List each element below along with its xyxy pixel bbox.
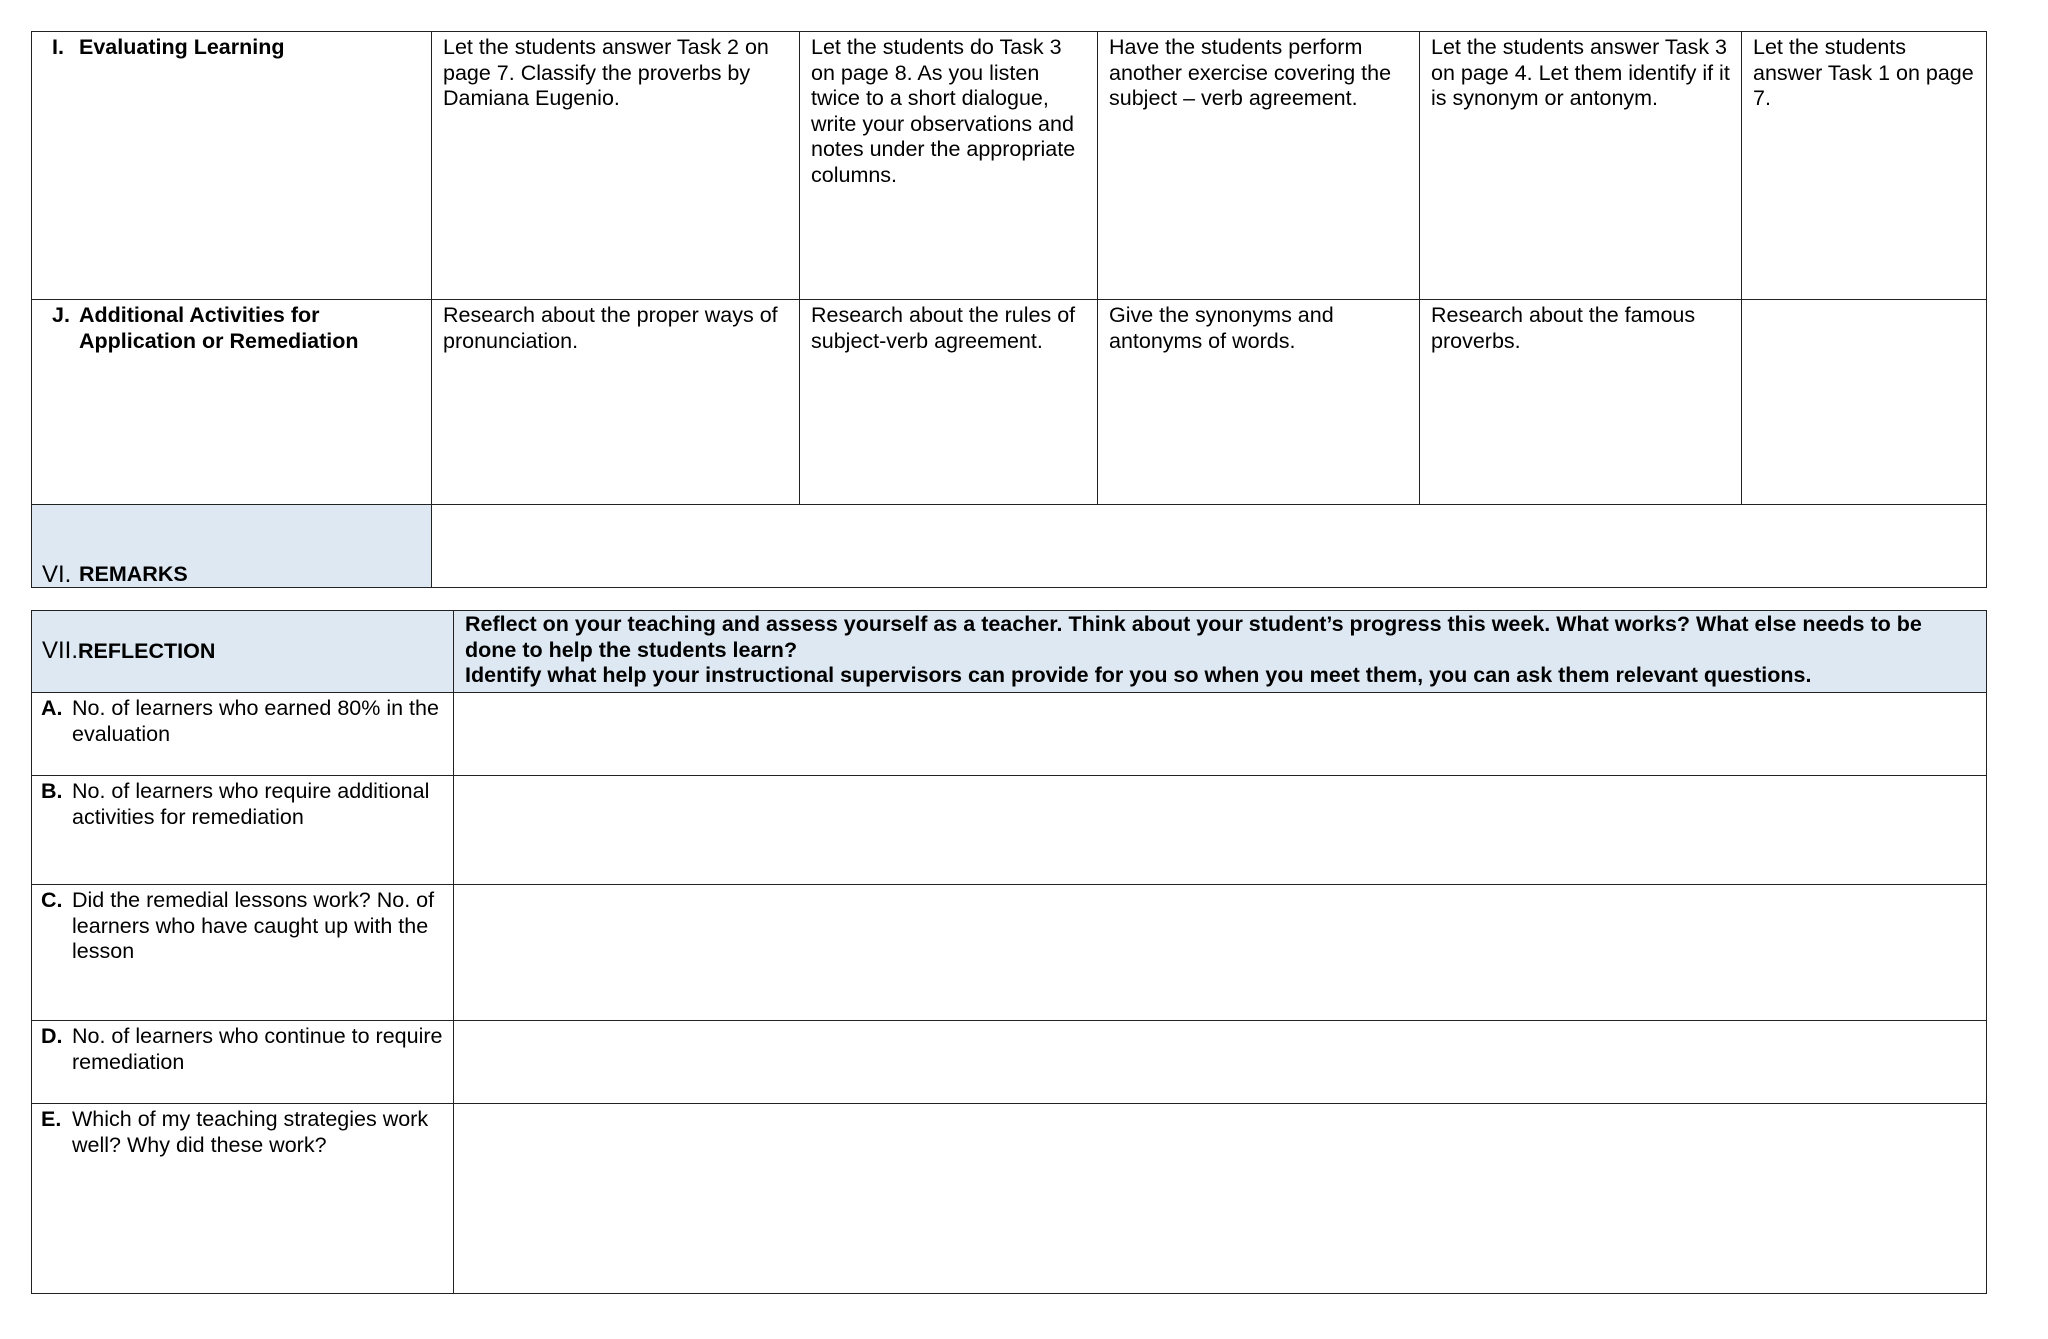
question-c <box>32 885 454 1021</box>
reflection-roman: VII. <box>42 637 79 665</box>
remarks-title: REMARKS <box>79 561 188 586</box>
day-5-additional <box>1742 300 1987 505</box>
question-b <box>32 776 454 885</box>
question-marker: A. <box>41 696 63 720</box>
day-3-evaluating: Have the students perform another exercise covering the subject – verb agreement. <box>1098 32 1420 300</box>
label-evaluating-learning <box>32 32 432 300</box>
question-text: No. of learners who continue to require remediation <box>72 1024 443 1074</box>
question-text: Which of my teaching strategies work well? Why did these work? <box>72 1107 429 1157</box>
question-marker: E. <box>41 1107 62 1131</box>
reflection-title: REFLECTION <box>78 639 216 664</box>
question-e <box>32 1104 454 1294</box>
reflection-label <box>32 611 454 693</box>
answer-e[interactable] <box>454 1104 1987 1294</box>
question-d <box>32 1021 454 1104</box>
label-additional-activities <box>32 300 432 505</box>
day-4-additional: Research about the famous proverbs. <box>1420 300 1742 505</box>
remarks-roman: VI. <box>42 560 72 588</box>
remarks-label <box>32 505 432 588</box>
reflection-row-b <box>32 776 1987 885</box>
day-5-evaluating: Let the students answer Task 1 on page 7. <box>1742 32 1987 300</box>
question-text: No. of learners who require additional activities for remediation <box>72 779 430 829</box>
reflection-row-e <box>32 1104 1987 1294</box>
item-marker: I. <box>52 35 64 59</box>
day-3-additional: Give the synonyms and antonyms of words. <box>1098 300 1420 505</box>
item-title: Additional Activities for Application or Remediation <box>79 303 359 353</box>
reflection-row-d <box>32 1021 1987 1104</box>
answer-c[interactable] <box>454 885 1987 1021</box>
item-marker: J. <box>52 303 70 327</box>
answer-b[interactable] <box>454 776 1987 885</box>
reflection-instructions-text: Reflect on your teaching and assess yourself as a teacher. Think about your student’s progress this week. What works? What else needs to be done to help the students learn? <box>465 612 1922 662</box>
day-2-evaluating: Let the students do Task 3 on page 8. As you listen twice to a short dialogue, write your observations and notes under the appropriate columns. <box>800 32 1098 300</box>
reflection-instructions <box>454 611 1987 693</box>
day-2-additional: Research about the rules of subject-verb agreement. <box>800 300 1098 505</box>
procedures-table <box>31 31 1987 588</box>
question-marker: C. <box>41 888 63 912</box>
answer-d[interactable] <box>454 1021 1987 1104</box>
row-evaluating-learning <box>32 32 1987 300</box>
answer-a[interactable] <box>454 693 1987 776</box>
question-marker: D. <box>41 1024 63 1048</box>
question-marker: B. <box>41 779 63 803</box>
question-a <box>32 693 454 776</box>
reflection-row-c <box>32 885 1987 1021</box>
reflection-instructions-text-2: Identify what help your instructional supervisors can provide for you so when you meet them, you can ask them relevant questions. <box>465 663 1812 687</box>
question-text: Did the remedial lessons work? No. of learners who have caught up with the lesson <box>72 888 435 963</box>
reflection-row-a <box>32 693 1987 776</box>
row-remarks <box>32 505 1987 588</box>
day-1-evaluating: Let the students answer Task 2 on page 7. Classify the proverbs by Damiana Eugenio. <box>432 32 800 300</box>
item-title: Evaluating Learning <box>79 35 285 59</box>
reflection-header-row <box>32 611 1987 693</box>
remarks-field[interactable] <box>432 505 1987 588</box>
row-additional-activities <box>32 300 1987 505</box>
reflection-table <box>31 610 1987 1294</box>
question-text: No. of learners who earned 80% in the evaluation <box>72 696 439 746</box>
day-4-evaluating: Let the students answer Task 3 on page 4. Let them identify if it is synonym or antonym. <box>1420 32 1742 300</box>
day-1-additional: Research about the proper ways of pronunciation. <box>432 300 800 505</box>
